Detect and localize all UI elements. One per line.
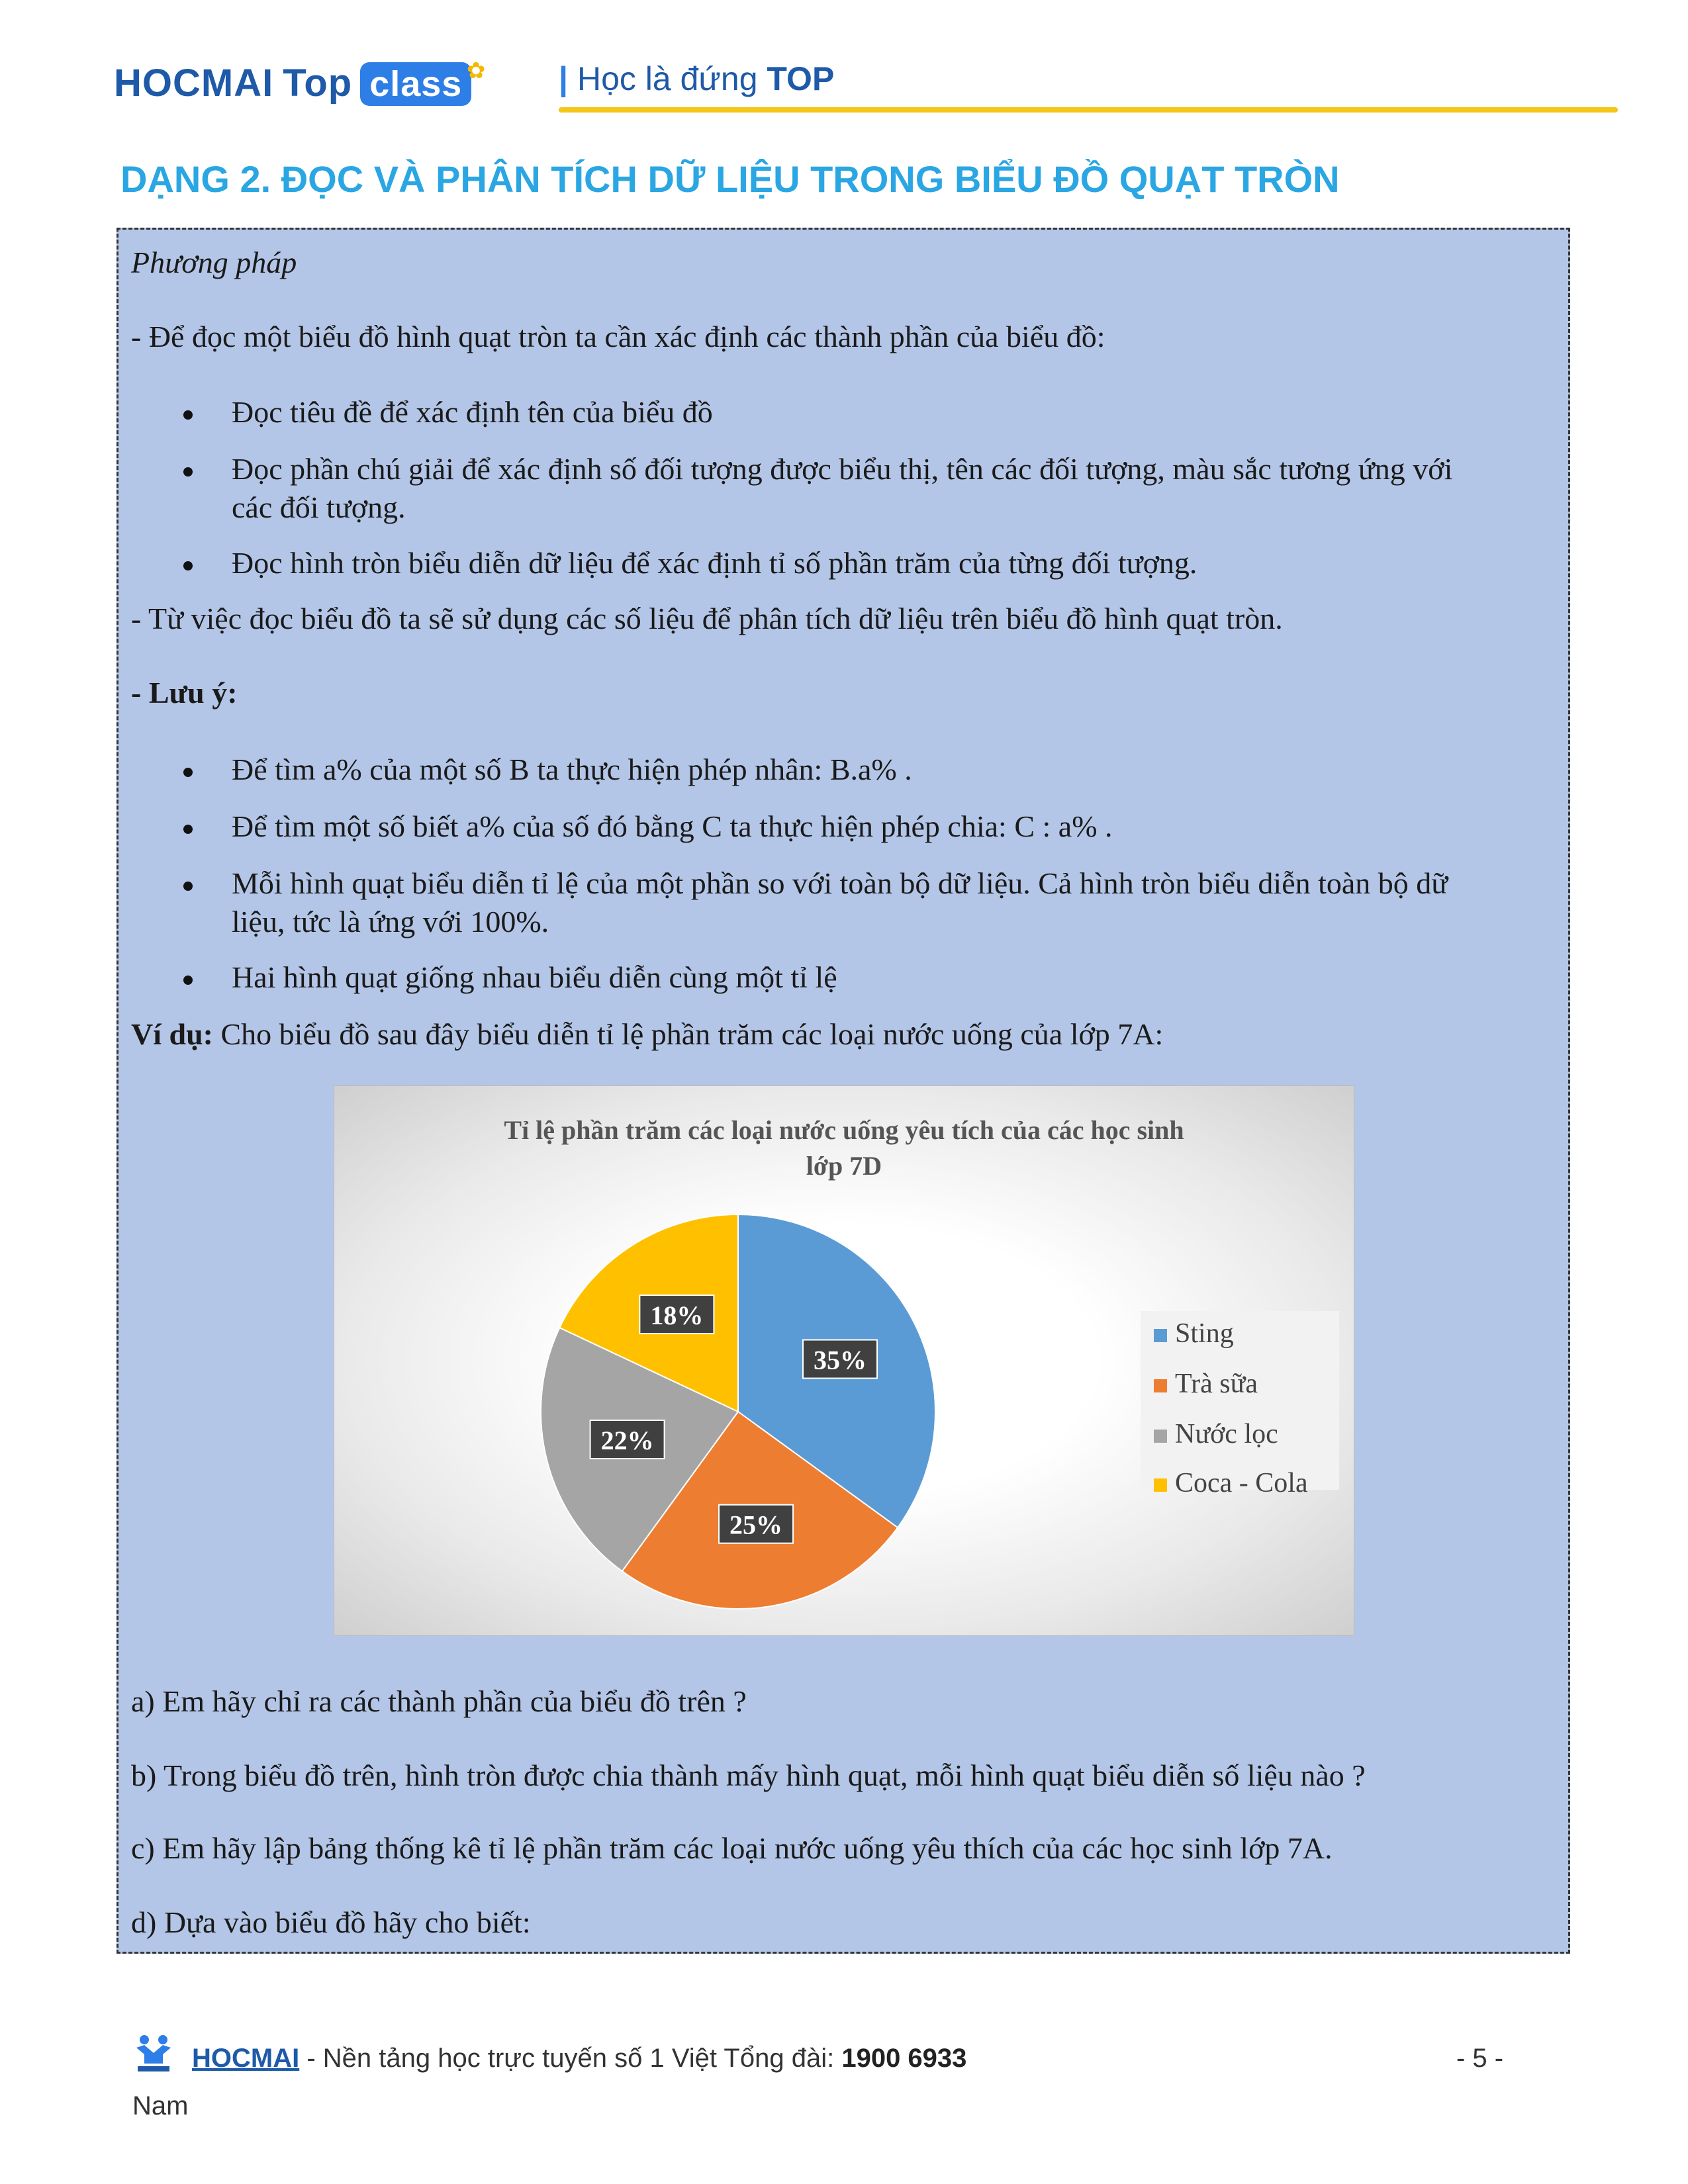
legend-swatch	[1154, 1430, 1167, 1443]
footer-logo[interactable]: HOCMAI	[192, 2044, 300, 2073]
section-title: DẠNG 2. ĐỌC VÀ PHÂN TÍCH DỮ LIỆU TRONG BIỂU ĐỒ QUẠT TRÒN	[120, 158, 1340, 200]
chart-legend	[1141, 1311, 1339, 1498]
legend-item-coca-cola	[1154, 1467, 1308, 1499]
data-label-text: 22%	[600, 1425, 654, 1455]
question-b: b) Trong biểu đồ trên, hình tròn được chia thành mấy hình quạt, mỗi hình quạt biểu diễn số liệu nào ?	[131, 1758, 1366, 1792]
pie-chart	[334, 1085, 1354, 1636]
footer-nam: Nam	[132, 2091, 189, 2120]
bullet-icon	[183, 410, 193, 420]
brand-class-text: class	[369, 64, 463, 104]
brand-logo	[114, 58, 487, 106]
footer-line	[192, 2044, 966, 2073]
data-label-text: 35%	[814, 1345, 867, 1375]
bullet1-1: Đọc tiêu đề để xác định tên của biểu đồ	[232, 395, 713, 429]
bullet1-2: Đọc phần chú giải để xác định số đối tượng được biểu thị, tên các đối tượng, màu sắc tương ứng với	[232, 452, 1453, 486]
legend-label: Trà sữa	[1175, 1369, 1258, 1399]
bullet2-3: Mỗi hình quạt biểu diễn tỉ lệ của một phần so với toàn bộ dữ liệu. Cả hình tròn biểu diễn toàn bộ dữ	[232, 866, 1448, 900]
chart-title-line1: Tỉ lệ phần trăm các loại nước uống yêu tích của các học sinh	[504, 1115, 1184, 1145]
bullet1-3: Đọc hình tròn biểu diễn dữ liệu để xác định tỉ số phần trăm của từng đối tượng.	[232, 546, 1197, 580]
method-heading: Phương pháp	[131, 246, 297, 279]
example-text: Cho biểu đồ sau đây biểu diễn tỉ lệ phần trăm các loại nước uống của lớp 7A:	[212, 1017, 1164, 1051]
bullet-icon	[183, 561, 193, 570]
note-heading: - Lưu ý:	[131, 676, 238, 709]
slogan-bold: TOP	[767, 60, 835, 97]
header-underline	[559, 107, 1618, 113]
bullet-icon	[183, 768, 193, 777]
question-d: d) Dựa vào biểu đồ hãy cho biết:	[131, 1905, 531, 1939]
brand-class	[360, 58, 487, 106]
slogan	[559, 60, 834, 98]
legend-label: Coca - Cola	[1175, 1468, 1308, 1498]
page-number: - 5 -	[1456, 2044, 1504, 2073]
chart-title-line2: lớp 7D	[806, 1151, 882, 1181]
example-line	[131, 1015, 1163, 1054]
brand-top: Top	[283, 62, 353, 105]
bullet2-1: Để tìm a% của một số B ta thực hiện phép nhân: B.a% .	[232, 752, 912, 786]
page-header	[114, 41, 1511, 120]
star-icon: ✿	[466, 58, 487, 83]
legend-label: Nước lọc	[1175, 1419, 1278, 1449]
data-label-text: 25%	[729, 1510, 783, 1540]
bullet2-3-cont: liệu, tức là ứng với 100%.	[232, 905, 549, 938]
data-label-text: 18%	[650, 1300, 704, 1331]
bullet1-2-cont: các đối tượng.	[232, 490, 406, 524]
legend-swatch	[1154, 1329, 1167, 1342]
question-c: c) Em hãy lập bảng thống kê tỉ lệ phần trăm các loại nước uống yêu thích của các học sinh lớp 7A.	[131, 1831, 1333, 1865]
legend-item-tra-sua	[1154, 1368, 1258, 1400]
data-label	[590, 1420, 665, 1459]
legend-item-nuoc-loc	[1154, 1418, 1278, 1450]
hocmai-footer-icon	[132, 2033, 175, 2073]
bullet-icon	[183, 976, 193, 985]
bullet-icon	[183, 825, 193, 834]
footer-hotline: 1900 6933	[841, 2044, 967, 2073]
data-label	[719, 1505, 793, 1543]
bullet-icon	[183, 882, 193, 891]
question-a: a) Em hãy chỉ ra các thành phần của biểu đồ trên ?	[131, 1684, 747, 1718]
bullet-icon	[183, 467, 193, 477]
data-label	[803, 1340, 877, 1379]
example-label: Ví dụ:	[131, 1017, 213, 1051]
legend-label: Sting	[1175, 1318, 1234, 1349]
divider-icon: |	[559, 60, 568, 97]
slogan-prefix: Học là đứng	[577, 60, 758, 97]
data-label	[639, 1295, 714, 1334]
brand-hocmai: HOCMAI	[114, 62, 274, 105]
intro-text: - Để đọc một biểu đồ hình quạt tròn ta cần xác định các thành phần của biểu đồ:	[131, 320, 1105, 353]
legend-item-sting	[1154, 1318, 1234, 1349]
legend-swatch	[1154, 1379, 1167, 1392]
footer-text: - Nền tảng học trực tuyến số 1 Việt Tổng đài:	[299, 2044, 842, 2073]
analysis-text: - Từ việc đọc biểu đồ ta sẽ sử dụng các số liệu để phân tích dữ liệu trên biểu đồ hình quạt tròn.	[131, 602, 1283, 635]
bullet2-2: Để tìm một số biết a% của số đó bằng C ta thực hiện phép chia: C : a% .	[232, 809, 1113, 843]
legend-swatch	[1154, 1479, 1167, 1492]
bullet2-4: Hai hình quạt giống nhau biểu diễn cùng một tỉ lệ	[232, 960, 837, 994]
